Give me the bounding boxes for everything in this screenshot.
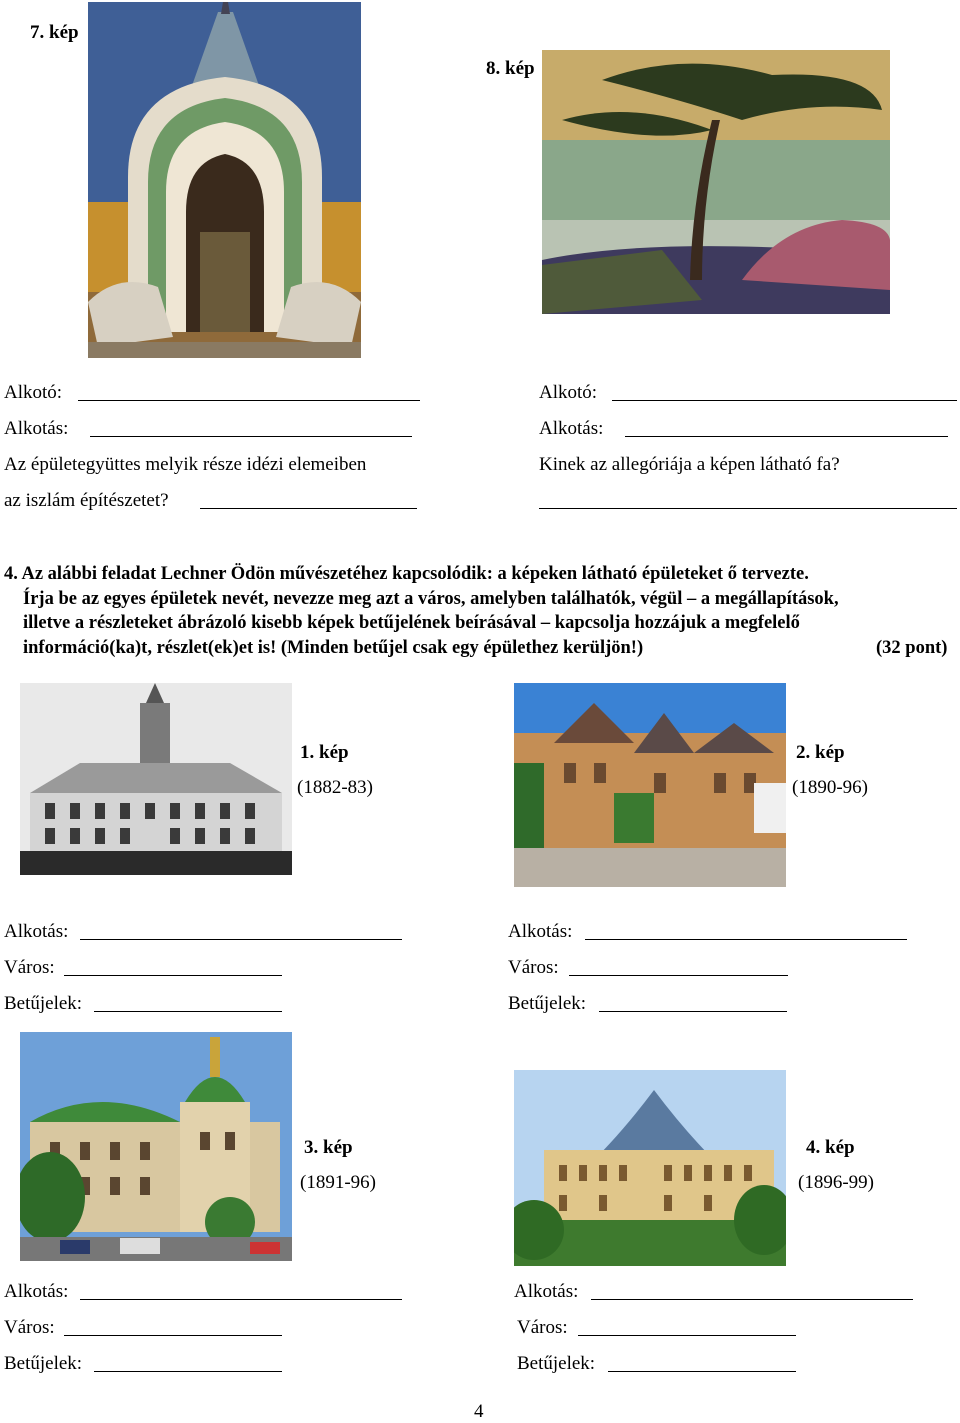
left-question-field[interactable] [200, 508, 417, 509]
pic2-label: 2. kép [796, 742, 845, 763]
pic3-years: (1891-96) [300, 1172, 376, 1193]
left-alkoto-label: Alkotó: [4, 382, 63, 403]
pic1-label: 1. kép [300, 742, 349, 763]
b1-betujelek-label: Betűjelek: [4, 993, 83, 1014]
b3-alkotas-label: Alkotás: [4, 1281, 69, 1302]
pic7-label: 7. kép [30, 22, 79, 43]
painting-lone-cedar [542, 50, 890, 314]
b1-alkotas-label: Alkotás: [4, 921, 69, 942]
b4-varos-field[interactable] [578, 1335, 796, 1336]
task-line1: 4. Az alábbi feladat Lechner Ödön művészetéhez kapcsolódik: a képeken látható épületeket ő tervezte. [4, 564, 809, 584]
b4-alkotas-label: Alkotás: [514, 1281, 579, 1302]
b1-betujelek-field[interactable] [94, 1011, 282, 1012]
right-question: Kinek az allegóriája a képen látható fa? [539, 454, 840, 475]
pic4-label: 4. kép [806, 1137, 855, 1158]
b4-betujelek-label: Betűjelek: [517, 1353, 596, 1374]
photo-building-1 [20, 683, 292, 875]
right-alkotas-field[interactable] [625, 436, 948, 437]
task-line2: Írja be az egyes épületek nevét, nevezze meg azt a város, amelyben találhatók, végül – a megállapítások, [23, 588, 839, 609]
b3-betujelek-label: Betűjelek: [4, 1353, 83, 1374]
left-alkotas-label: Alkotás: [4, 418, 69, 439]
right-question-field[interactable] [539, 508, 957, 509]
b3-varos-field[interactable] [64, 1335, 282, 1336]
b3-varos-label: Város: [4, 1317, 55, 1338]
right-alkotas-label: Alkotás: [539, 418, 604, 439]
pic2-years: (1890-96) [792, 777, 868, 798]
b2-varos-label: Város: [508, 957, 559, 978]
photo-zoo-gate [88, 2, 361, 358]
left-alkotas-field[interactable] [90, 436, 412, 437]
b1-alkotas-field[interactable] [80, 939, 402, 940]
pic3-label: 3. kép [304, 1137, 353, 1158]
left-question-line2: az iszlám építészetet? [4, 490, 169, 511]
b1-varos-label: Város: [4, 957, 55, 978]
b3-alkotas-field[interactable] [80, 1299, 402, 1300]
task-4-instructions [0, 562, 960, 660]
photo-building-4 [514, 1070, 786, 1266]
b2-alkotas-field[interactable] [585, 939, 907, 940]
task-line4: információ(ka)t, részlet(ek)et is! (Minden betűjel csak egy épülethez kerüljön!) [23, 637, 644, 658]
b4-alkotas-field[interactable] [591, 1299, 913, 1300]
pic4-years: (1896-99) [798, 1172, 874, 1193]
task-line3: illetve a részleteket ábrázoló kisebb képek betűjelének beírásával – kapcsolja hozzájuk a megfelelő [23, 613, 800, 633]
right-alkoto-label: Alkotó: [539, 382, 598, 403]
photo-building-2 [514, 683, 786, 887]
b2-alkotas-label: Alkotás: [508, 921, 573, 942]
left-alkoto-field[interactable] [78, 400, 420, 401]
b1-varos-field[interactable] [64, 975, 282, 976]
b2-betujelek-label: Betűjelek: [508, 993, 587, 1014]
b4-betujelek-field[interactable] [608, 1371, 796, 1372]
right-alkoto-field[interactable] [612, 400, 957, 401]
pic8-label: 8. kép [486, 58, 535, 79]
b2-varos-field[interactable] [569, 975, 788, 976]
task-points: (32 pont) [876, 637, 948, 658]
b4-varos-label: Város: [517, 1317, 568, 1338]
photo-building-3 [20, 1032, 292, 1261]
b3-betujelek-field[interactable] [94, 1371, 282, 1372]
b2-betujelek-field[interactable] [599, 1011, 787, 1012]
left-question-line1: Az épületegyüttes melyik része idézi elemeiben [4, 454, 367, 475]
pic1-years: (1882-83) [297, 777, 373, 798]
page-number: 4 [474, 1401, 484, 1422]
